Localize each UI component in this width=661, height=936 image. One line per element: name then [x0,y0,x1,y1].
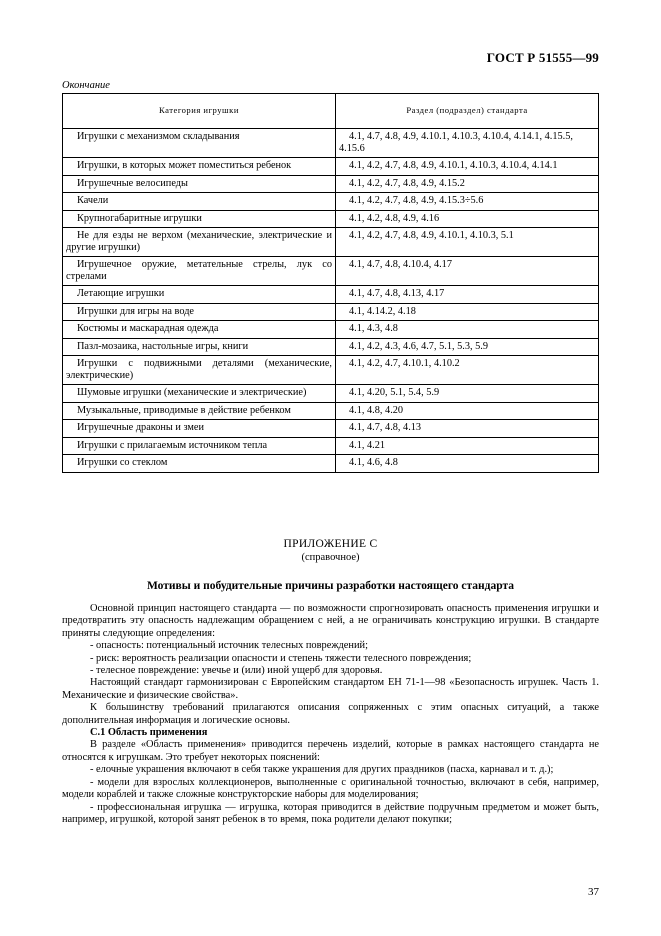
page-number: 37 [588,886,599,898]
sections-cell: 4.1, 4.8, 4.20 [336,402,599,420]
list-item: - елочные украшения включают в себя также украшения для других праздников (пасха, карнавал и т. д.); [90,764,554,776]
category-cell: Игрушки, в которых может поместиться ребенок [63,158,336,176]
table-row [63,158,599,176]
category-cell: Пазл-мозаика, настольные игры, книги [63,338,336,356]
table-row [63,455,599,473]
sections-cell: 4.1, 4.7, 4.8, 4.13 [336,420,599,438]
category-cell: Игрушечное оружие, метательные стрелы, лук со стрелами [63,257,336,286]
category-cell: Крупногабаритные игрушки [63,210,336,228]
table-row [63,356,599,385]
table-row [63,228,599,257]
category-cell: Шумовые игрушки (механические и электрические) [63,385,336,403]
sections-cell: 4.1, 4.7, 4.8, 4.9, 4.10.1, 4.10.3, 4.10.4, 4.14.1, 4.15.5, 4.15.6 [336,129,599,158]
sections-cell: 4.1, 4.6, 4.8 [336,455,599,473]
appendix-heading: Мотивы и побудительные причины разработки настоящего стандарта [146,580,515,592]
table-row [63,175,599,193]
list-item: - модели для взрослых коллекционеров, выполненные с оригинальной точностью, включают в себя, например, модели кораблей и также сложные конструкторские наборы для моделирования; [62,776,599,801]
table-row [63,338,599,356]
category-cell: Игрушечные велосипеды [63,175,336,193]
toy-category-table [62,93,599,473]
category-cell: Игрушки с механизмом складывания [63,129,336,158]
category-cell: Игрушки с подвижными деталями (механические, электрические) [63,356,336,385]
subsection-title: С.1 Область применения [90,727,208,739]
category-cell: Игрушечные драконы и змеи [63,420,336,438]
column-header-category: Категория игрушки [63,94,336,129]
paragraph: Основной принцип настоящего стандарта — по возможности спрогнозировать опасность применения игрушки и предотвратить эту опасность надлежащим обращением с ней, а не ограничивать конструкцию игрушки. В стандарте приняты следующие определения: [62,603,599,639]
column-header-sections: Раздел (подраздел) стандарта [336,94,599,129]
sections-cell: 4.1, 4.7, 4.8, 4.10.4, 4.17 [336,257,599,286]
category-cell: Не для езды не верхом (механические, электрические и другие игрушки) [63,228,336,257]
definition-item: - телесное повреждение: увечье и (или) иной ущерб для здоровья. [90,665,383,677]
category-cell: Игрушки со стеклом [63,455,336,473]
definition-item: - опасность: потенциальный источник телесных повреждений; [90,640,368,652]
sections-cell: 4.1, 4.2, 4.8, 4.9, 4.16 [336,210,599,228]
category-cell: Игрушки для игры на воде [63,303,336,321]
table-header-row [63,94,599,129]
table-row [63,286,599,304]
table-row [63,129,599,158]
sections-cell: 4.1, 4.2, 4.7, 4.8, 4.9, 4.15.3÷5.6 [336,193,599,211]
table-row [63,193,599,211]
category-cell: Летающие игрушки [63,286,336,304]
table-row [63,437,599,455]
table-row [63,210,599,228]
standard-header: ГОСТ Р 51555—99 [486,50,599,65]
definition-item: - риск: вероятность реализации опасности и степень тяжести телесного повреждения; [90,652,472,664]
sections-cell: 4.1, 4.2, 4.7, 4.10.1, 4.10.2 [336,356,599,385]
table-row [63,303,599,321]
table-row [63,257,599,286]
paragraph: Настоящий стандарт гармонизирован с Европейским стандартом ЕН 71-1—98 «Безопасность игрушек. Часть 1. Механические и физические свойства». [62,677,599,701]
paragraph: В разделе «Область применения» приводится перечень изделий, которые в рамках настоящего стандарта не относятся к игрушкам. Это требует некоторых пояснений: [62,739,599,763]
category-cell: Музыкальные, приводимые в действие ребенком [63,402,336,420]
table-row [63,420,599,438]
sections-cell: 4.1, 4.20, 5.1, 5.4, 5.9 [336,385,599,403]
category-cell: Костюмы и маскарадная одежда [63,321,336,339]
appendix-body [62,603,599,826]
sections-cell: 4.1, 4.3, 4.8 [336,321,599,339]
sections-cell: 4.1, 4.21 [336,437,599,455]
category-cell: Игрушки с прилагаемым источником тепла [63,437,336,455]
sections-cell: 4.1, 4.2, 4.7, 4.8, 4.9, 4.10.1, 4.10.3, 4.10.4, 4.14.1 [336,158,599,176]
appendix-title: ПРИЛОЖЕНИЕ С [283,538,378,550]
sections-cell: 4.1, 4.2, 4.7, 4.8, 4.9, 4.10.1, 4.10.3, 5.1 [336,228,599,257]
paragraph: К большинству требований прилагаются описания сопряженных с этим опасных ситуаций, а также дополнительная информация и логические основы. [62,702,599,726]
table-continuation-label: Окончание [62,80,110,91]
list-item: - профессиональная игрушка — игрушка, которая приводится в действие подручным предметом и может быть, например, игрушкой, которой занят ребенок в то время, пока родители делают покупки; [62,801,599,825]
table-row [63,402,599,420]
sections-cell: 4.1, 4.2, 4.7, 4.8, 4.9, 4.15.2 [336,175,599,193]
sections-cell: 4.1, 4.2, 4.3, 4.6, 4.7, 5.1, 5.3, 5.9 [336,338,599,356]
table-row [63,321,599,339]
appendix-note: (справочное) [301,552,360,563]
sections-cell: 4.1, 4.14.2, 4.18 [336,303,599,321]
table-row [63,385,599,403]
sections-cell: 4.1, 4.7, 4.8, 4.13, 4.17 [336,286,599,304]
category-cell: Качели [63,193,336,211]
